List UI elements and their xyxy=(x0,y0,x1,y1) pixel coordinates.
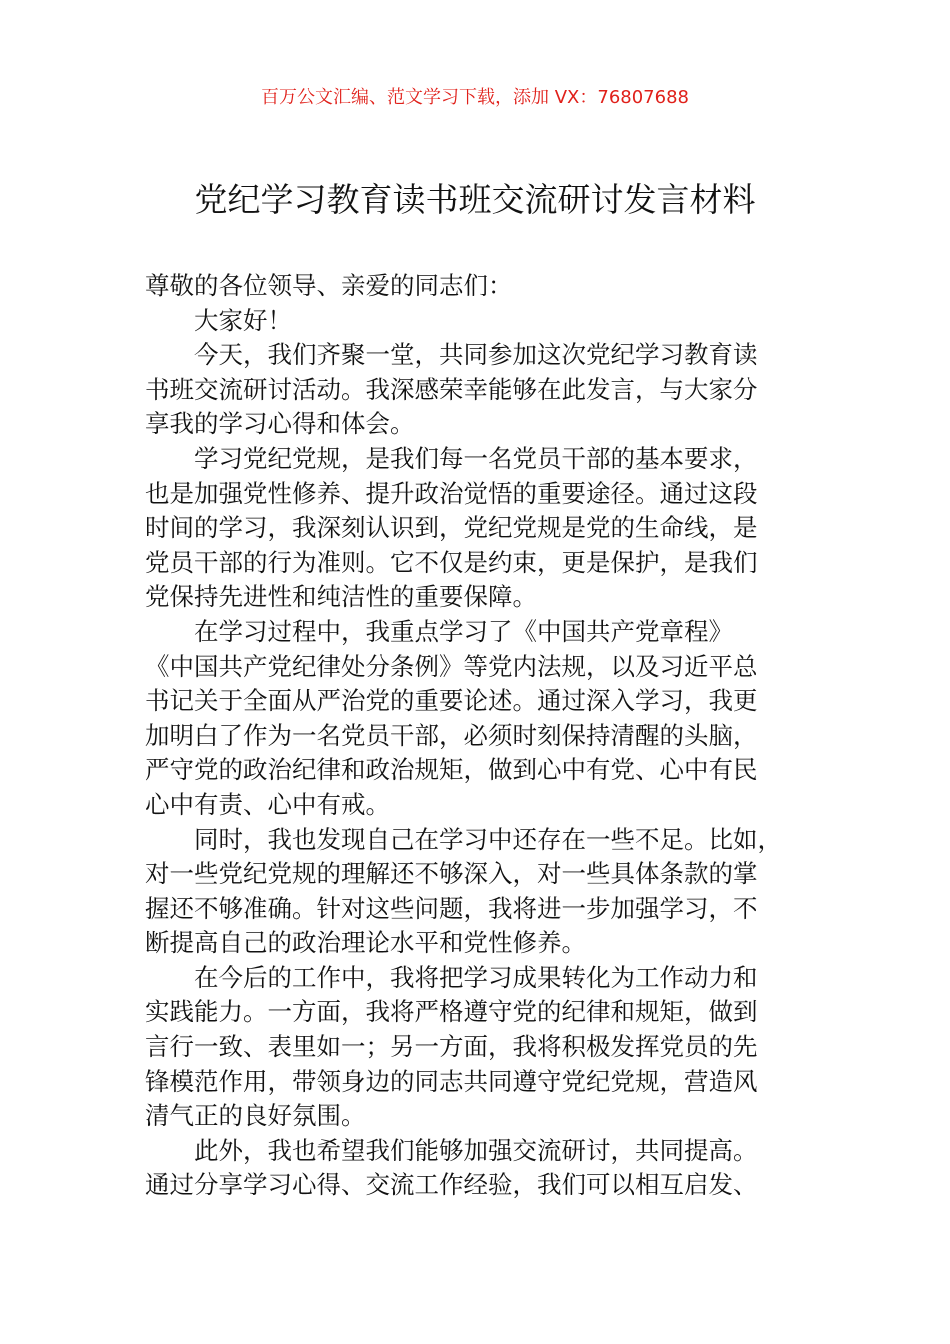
document-title: 党纪学习教育读书班交流研讨发言材料 xyxy=(194,180,756,219)
paragraph-6-line-5: 清气正的良好氛围。 xyxy=(145,1101,366,1131)
paragraph-3-line-2: 也是加强党性修养、提升政治觉悟的重要途径。通过这段 xyxy=(145,478,758,508)
paragraph-1-line-1: 大家好！ xyxy=(194,305,292,335)
paragraph-5-line-2: 对一些党纪党规的理解还不够深入，对一些具体条款的掌 xyxy=(145,859,758,889)
paragraph-3-line-5: 党保持先进性和纯洁性的重要保障。 xyxy=(145,582,537,612)
paragraph-3-line-1: 学习党纪党规，是我们每一名党员干部的基本要求， xyxy=(194,443,758,473)
paragraph-4-line-6: 心中有责、心中有戒。 xyxy=(145,789,390,819)
paragraph-7-line-1: 此外，我也希望我们能够加强交流研讨，共同提高。 xyxy=(194,1135,758,1165)
document-body xyxy=(145,269,825,1203)
paragraph-2-line-3: 享我的学习心得和体会。 xyxy=(145,409,415,439)
paragraph-4-line-1: 在学习过程中，我重点学习了《中国共产党章程》 xyxy=(194,616,733,646)
paragraph-5-line-1: 同时，我也发现自己在学习中还存在一些不足。比如， xyxy=(194,824,782,854)
paragraph-5-line-4: 断提高自己的政治理论水平和党性修养。 xyxy=(145,928,586,958)
paragraph-3-line-3: 时间的学习，我深刻认识到，党纪党规是党的生命线，是 xyxy=(145,513,758,543)
paragraph-7-line-2: 通过分享学习心得、交流工作经验，我们可以相互启发、 xyxy=(145,1170,758,1200)
paragraph-4-line-5: 严守党的政治纪律和政治规矩，做到心中有党、心中有民 xyxy=(145,755,758,785)
paragraph-2-line-2: 书班交流研讨活动。我深感荣幸能够在此发言，与大家分 xyxy=(145,374,758,404)
paragraph-3-line-4: 党员干部的行为准则。它不仅是约束，更是保护，是我们 xyxy=(145,547,758,577)
paragraph-6-line-1: 在今后的工作中，我将把学习成果转化为工作动力和 xyxy=(194,962,758,992)
paragraph-5-line-3: 握还不够准确。针对这些问题，我将进一步加强学习，不 xyxy=(145,893,758,923)
salutation: 尊敬的各位领导、亲爱的同志们： xyxy=(145,271,513,300)
paragraph-4-line-2: 《中国共产党纪律处分条例》等党内法规，以及习近平总 xyxy=(145,651,758,681)
header-promo-note: 百万公文汇编、范文学习下载，添加 VX：76807688 xyxy=(261,87,689,108)
paragraph-4-line-3: 书记关于全面从严治党的重要论述。通过深入学习，我更 xyxy=(145,686,758,716)
paragraph-4-line-4: 加明白了作为一名党员干部，必须时刻保持清醒的头脑， xyxy=(145,720,758,750)
paragraph-6-line-3: 言行一致、表里如一；另一方面，我将积极发挥党员的先 xyxy=(145,1032,758,1062)
paragraph-2-line-1: 今天，我们齐聚一堂，共同参加这次党纪学习教育读 xyxy=(194,340,758,370)
paragraph-6-line-2: 实践能力。一方面，我将严格遵守党的纪律和规矩，做到 xyxy=(145,997,758,1027)
paragraph-6-line-4: 锋模范作用，带领身边的同志共同遵守党纪党规，营造风 xyxy=(145,1066,758,1096)
